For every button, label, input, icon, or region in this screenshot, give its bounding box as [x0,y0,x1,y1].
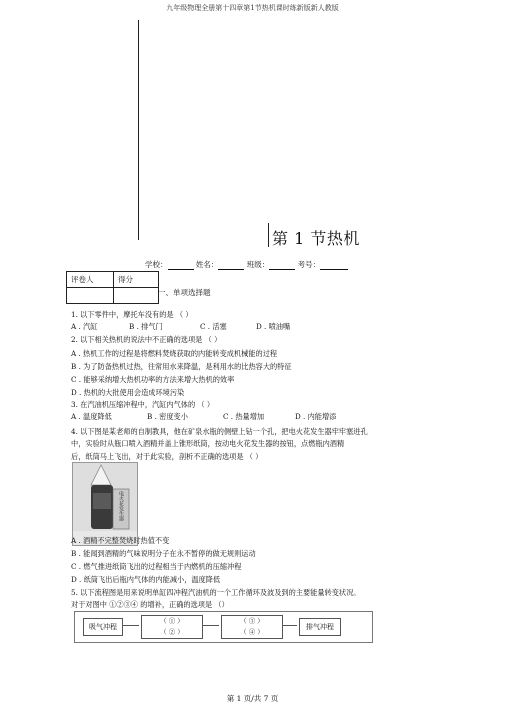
flow-box-intake: 吸气冲程 [83,618,123,636]
score-header: 得分 [114,272,159,288]
school-field[interactable] [168,261,194,270]
student-info [145,259,348,270]
q1-option-c[interactable]: C . 活塞 [200,322,227,331]
question-2-stem: 2. 以下相关热机的说法中不正确的选项是 （ ） [71,335,222,344]
question-1-stem: 1. 以下零件中，摩托车没有的是 （ ） [71,310,193,319]
bottle-illustration [73,463,137,531]
q4-option-b[interactable]: B . 能闻到酒精的气味说明分子在永不暂停的做无规则运动 [71,549,256,558]
flow-box-exhaust: 排气冲程 [299,618,341,636]
experiment-photo [72,462,138,546]
page-footer: 第 1 页/共 7 页 [226,694,279,703]
divider-line [138,20,139,240]
flow-box-3-4 [221,615,283,639]
flow-box-1-2 [141,615,203,639]
q3-option-a[interactable]: A . 温度降低 [71,412,112,421]
question-1-options [71,322,290,332]
name-field[interactable] [218,261,244,270]
question-4-line-3: 后，纸筒马上飞出，对于此实验，剖析不正确的选项是 （ ） [71,452,263,461]
q1-option-b[interactable]: B . 排气门 [129,322,163,331]
flow-slot-2: （ ② ） [160,628,184,636]
flow-slot-1: （ ① ） [160,617,184,625]
class-label: 班级： [246,260,270,269]
title-mark [268,223,269,247]
q1-option-d[interactable]: D . 喷油嘴 [256,322,291,331]
q3-option-d[interactable]: D . 内能增添 [295,412,337,421]
q4-option-d[interactable]: D . 纸筒飞出后瓶内气体的内能减小，温度降低 [71,575,221,584]
score-cell[interactable] [114,288,159,304]
q2-option-c[interactable]: C . 能够采纳增大热机功率的方法来增大热机的效率 [71,375,235,384]
section-heading: 一、单项选择题 [158,288,211,297]
flow-slot-3: （ ③ ） [240,617,264,625]
class-field[interactable] [269,261,295,270]
flow-diagram [74,611,373,643]
question-5-line-2: 对于对图中 ①②③④ 的增补，正确的选项是 （） [71,600,229,609]
q2-option-b[interactable]: B . 为了防备热机过热，往常用水来降温，是利用水的比热容大的特征 [71,362,292,371]
question-3-stem: 3. 在汽油机压缩冲程中，汽缸内气体的 （ ） [71,400,215,409]
q3-option-b[interactable]: B . 密度变小 [147,412,188,421]
exam-no-field[interactable] [320,261,348,270]
q1-option-a[interactable]: A . 汽缸 [71,322,98,331]
device-label: 电火花发生器 [118,491,124,521]
q3-option-c[interactable]: C . 热量增加 [223,412,265,421]
flow-arrow [283,625,297,626]
q4-option-c[interactable]: C . 燃气推进纸筒飞出的过程相当于内燃机的压缩冲程 [71,562,242,571]
grader-cell[interactable] [67,288,114,304]
question-3-options [71,412,336,422]
question-5-line-1: 5. 以下流程图是用来说明单缸四冲程汽油机的一个工作循环及波及到的主要能量转变状况。 [71,588,361,597]
score-table [66,271,159,304]
question-4-line-1: 4. 以下图是某老师的自制教具，他在矿泉水瓶的侧壁上钻一个孔，把电火花发生器牢牢塞进孔 [71,427,368,436]
page-title: 第 1 节热机 [272,229,360,248]
school-label: 学校： [145,260,168,269]
q4-option-a[interactable]: A . 酒精不完整焚烧时热值不变 [71,536,170,545]
question-4-line-2: 中，实验时从瓶口喷入酒精并盖上锥形纸筒，按动电火花发生器的按钮，点燃瓶内酒精 [71,439,345,448]
exam-no-label: 考号： [297,260,321,269]
flow-slot-4: （ ④ ） [240,628,264,636]
q2-option-d[interactable]: D . 热机的大批使用会造成环境污染 [71,388,185,397]
flow-arrow [203,625,219,626]
page-header: 九年级物理全册第十四章第1节热机课时练新版新人教版 [166,4,339,12]
name-label: 姓名： [195,260,219,269]
q2-option-a[interactable]: A . 热机工作的过程是将燃料焚烧获取的内能转变成机械能的过程 [71,349,278,358]
flow-arrow [123,625,139,626]
grader-header: 评卷人 [67,272,114,288]
